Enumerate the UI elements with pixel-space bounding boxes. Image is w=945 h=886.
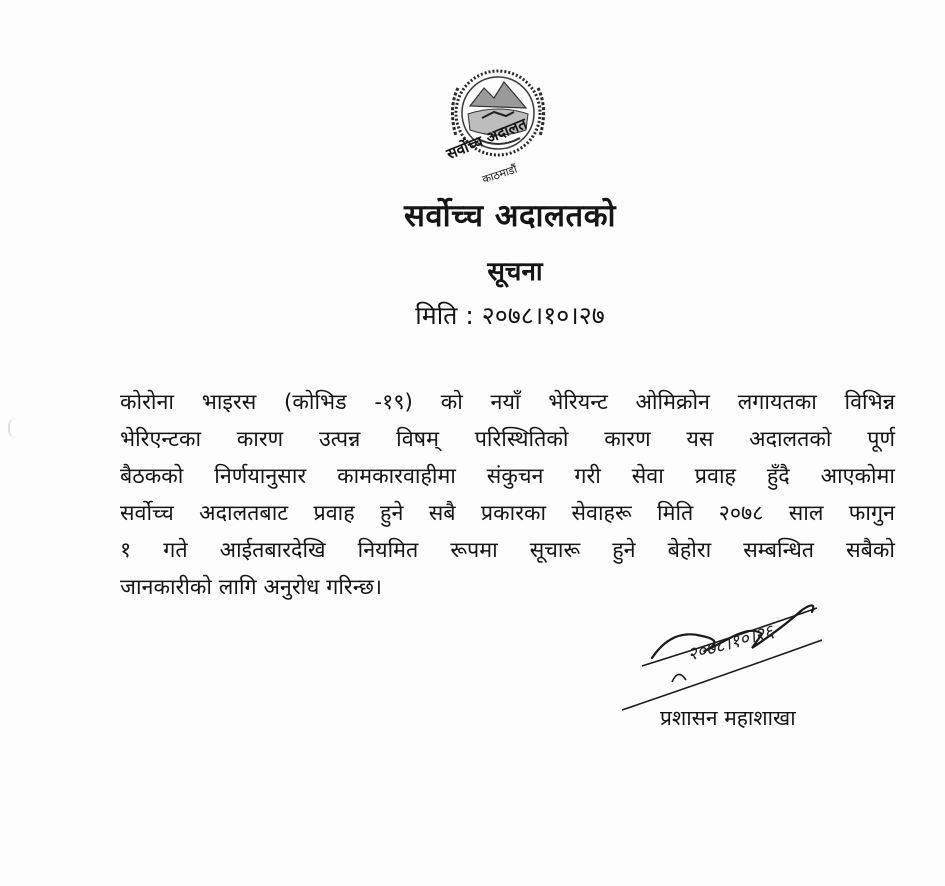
scan-artifact [8,418,24,438]
body-line: सर्वोच्च अदालतबाट प्रवाह हुने सबै प्रकारका सेवाहरू मिति २०७८ साल फागुन [120,501,895,526]
issuing-office: प्रशासन महाशाखा [660,706,796,730]
body-line: जानकारीको लागि अनुरोध गरिन्छ। [120,575,383,600]
notice-date: मिति : २०७८।१०।२७ [415,301,605,330]
notice-heading: सूचना [487,257,543,287]
notice-body [120,384,895,606]
body-line: भेरिएन्टका कारण उत्पन्न विषम् परिस्थितिको कारण यस अदालतको पूर्ण [120,427,895,452]
emblem-court-name: सर्वोच्च अदालत [443,114,530,164]
body-line: कोरोना भाइरस (कोभिड -१९) को नयाँ भेरियन्ट ओमिक्रोन लगायतका विभिन्न [120,390,895,415]
signature-date: २०७८।१०।२६ [685,620,777,666]
page-title: सर्वोच्च अदालतको [403,198,617,234]
emblem-icon [440,58,570,198]
body-line: बैठकको निर्णयानुसार कामकारवाहीमा संकुचन गरी सेवा प्रवाह हुँदै आएकोमा [120,464,895,489]
emblem-city: काठमाडौं [480,162,519,187]
body-line: १ गते आईतबारदेखि नियमित रूपमा सूचारू हुने बेहोरा सम्बन्धित सबैको [120,538,895,563]
